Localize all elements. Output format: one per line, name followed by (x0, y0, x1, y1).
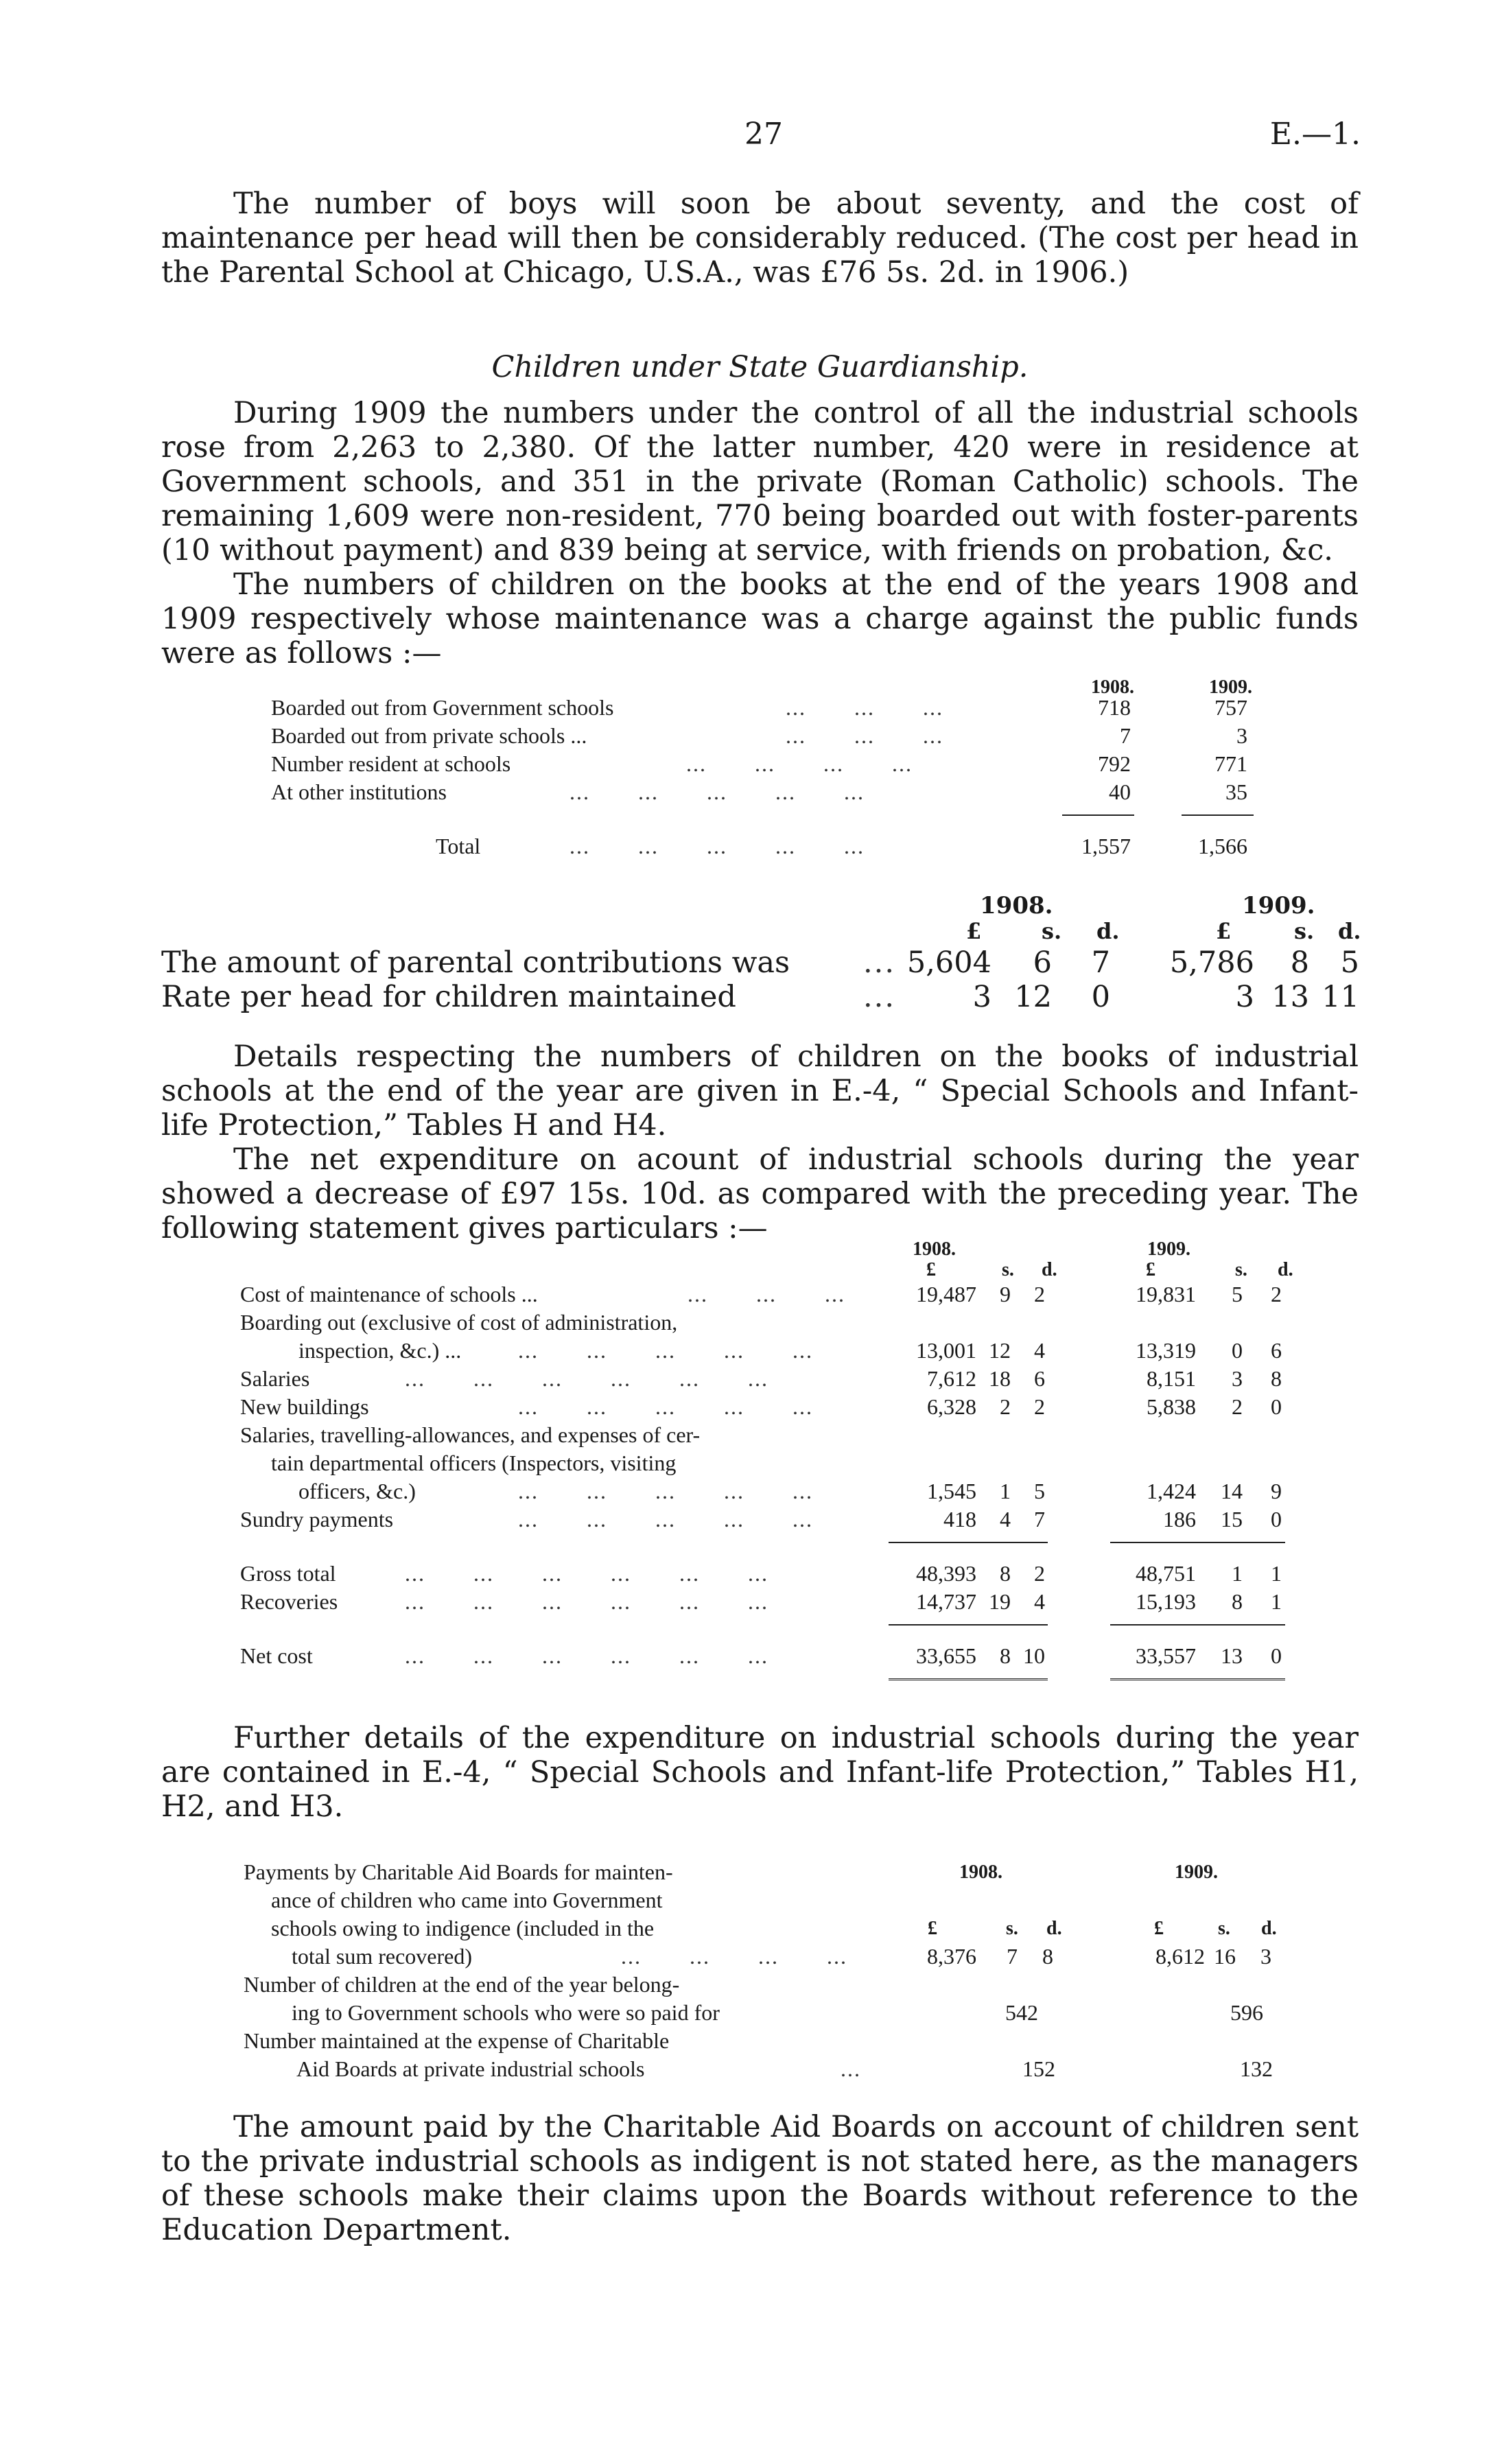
value-pounds: 1,424 (1147, 1479, 1196, 1503)
value-pence: 2 (1034, 1394, 1045, 1419)
value-pounds: 15,193 (1136, 1589, 1196, 1614)
paragraph-2 (161, 396, 1359, 670)
row-label: Gross total (240, 1561, 336, 1586)
unit-shillings: s. (1006, 1918, 1018, 1939)
value-pence: 0 (1091, 980, 1110, 1014)
value-shillings: 19 (989, 1589, 1011, 1614)
table-row (0, 946, 1491, 980)
value-shillings: 16 (1214, 1944, 1236, 1969)
value-pence: 11 (1322, 980, 1359, 1014)
unit-pence: d. (1046, 1918, 1062, 1939)
value-1908: 542 (1005, 2000, 1038, 2025)
value-shillings: 2 (1232, 1394, 1243, 1419)
unit-pounds: £ (1146, 1259, 1155, 1280)
value-shillings: 12 (1014, 980, 1052, 1014)
value-pounds: 19,487 (916, 1282, 976, 1306)
divider (1110, 1542, 1285, 1543)
value-pence: 7 (1091, 946, 1110, 980)
value-1909: 35 (1225, 779, 1247, 804)
divider (1062, 814, 1134, 816)
table-row (0, 1999, 1491, 2027)
unit-shillings: s. (1235, 1259, 1247, 1280)
unit-pence: d. (1338, 918, 1361, 944)
page-number: 27 (744, 117, 783, 152)
table-row (0, 1365, 1491, 1393)
divider (1110, 1678, 1285, 1680)
table-row (0, 2055, 1491, 2083)
value-shillings: 8 (1232, 1589, 1243, 1614)
value-pence: 0 (1271, 1507, 1282, 1532)
value-shillings: 8 (1000, 1561, 1011, 1586)
row-label: total sum recovered) (292, 1944, 472, 1969)
value-pence: 3 (1260, 1944, 1271, 1969)
table-row (0, 1449, 1491, 1477)
value-pence: 4 (1034, 1338, 1045, 1363)
charitable-aid-table (0, 1853, 1491, 2086)
recoveries-row (0, 1588, 1491, 1616)
value-pence: 10 (1023, 1643, 1045, 1668)
row-label: Rate per head for children maintained (161, 980, 736, 1014)
leader-dots: ... ... ... ... ... (518, 1338, 813, 1363)
unit-shillings: s. (1218, 1918, 1230, 1939)
value-pence: 0 (1271, 1394, 1282, 1419)
table-row (0, 722, 1491, 750)
value-shillings: 5 (1232, 1282, 1243, 1306)
value-pounds: 14,737 (916, 1589, 976, 1614)
value-pounds: 13,001 (916, 1338, 976, 1363)
value-1908: 718 (1098, 695, 1131, 720)
value-pence: 5 (1340, 946, 1359, 980)
unit-pounds: £ (1154, 1918, 1164, 1939)
table-row (0, 1943, 1491, 1971)
paragraph-3-text: The numbers of children on the books at the end of the years 1908 and 1909 respectively whose maintenance was a charge against the public funds were as follows :— (161, 567, 1359, 670)
leader-dots: ... ... ... (786, 695, 943, 720)
row-label: New buildings (240, 1394, 369, 1419)
value-pence: 8 (1042, 1944, 1053, 1969)
table1-year-1909: 1909. (1209, 677, 1252, 698)
table-row (0, 1337, 1491, 1365)
value-1908: 152 (1022, 2056, 1055, 2081)
paragraph-6-text: Further details of the expenditure on industrial schools during the year are contained in E.-4, “ Special Schools and Infant-life Protection,” Tables H1, H2, and H3. (161, 1721, 1359, 1824)
value-shillings: 12 (989, 1338, 1011, 1363)
value-pence: 1 (1271, 1589, 1282, 1614)
value-shillings: 13 (1221, 1643, 1243, 1668)
value-pounds: 48,751 (1136, 1561, 1196, 1586)
leader-dots: ... ... ... (786, 723, 943, 748)
contrib-year-1908: 1908. (980, 892, 1053, 919)
value-shillings: 13 (1271, 980, 1309, 1014)
row-label: Boarding out (exclusive of cost of administration, (240, 1310, 678, 1335)
unit-pence: d. (1278, 1259, 1293, 1280)
table-row (0, 980, 1491, 1014)
leader-dots: ... ... ... ... (686, 751, 913, 776)
contributions-table (0, 892, 1491, 1029)
row-label: Total (436, 834, 481, 858)
leader-dots: ... ... ... ... ... (518, 1507, 813, 1532)
unit-pence: d. (1261, 1918, 1277, 1939)
leader-dots: ... ... ... ... ... (570, 834, 865, 858)
leader-dots: ... ... ... ... ... ... (405, 1643, 768, 1668)
divider (1182, 814, 1254, 816)
value-pence: 0 (1271, 1643, 1282, 1668)
value-1908: 7 (1120, 723, 1131, 748)
value-shillings: 1 (1000, 1479, 1011, 1503)
row-label: Aid Boards at private industrial schools (296, 2056, 645, 2081)
row-label: Number resident at schools (271, 751, 511, 776)
gross-total-row (0, 1560, 1491, 1588)
table-row (0, 1309, 1491, 1337)
row-label: Number of children at the end of the year belong- (244, 1972, 680, 1997)
leader-dots: ... ... ... ... (621, 1944, 847, 1969)
value-pounds: 1,545 (927, 1479, 976, 1503)
value-shillings: 1 (1232, 1561, 1243, 1586)
paragraph-4-text: Details respecting the numbers of children on the books of industrial schools at the end of the year are given in E.-4, “ Special Schools and Infant-life Protection,” Tables H and H4. (161, 1040, 1359, 1142)
unit-shillings: s. (1294, 918, 1315, 944)
leader-dots: ... ... ... ... ... ... (405, 1366, 768, 1391)
row-label: Salaries (240, 1366, 310, 1391)
value-pounds: 3 (1235, 980, 1254, 1014)
table1-year-1908: 1908. (1091, 677, 1134, 698)
value-pence: 2 (1271, 1282, 1282, 1306)
row-label: Payments by Charitable Aid Boards for mainten- (244, 1859, 673, 1884)
unit-pounds: £ (1216, 918, 1232, 944)
value-1908: 1,557 (1081, 834, 1131, 858)
value-1908: 40 (1109, 779, 1131, 804)
value-pounds: 8,151 (1147, 1366, 1196, 1391)
value-shillings: 15 (1221, 1507, 1243, 1532)
total-row (0, 832, 1491, 860)
char-year-1909: 1909. (1175, 1862, 1218, 1883)
value-pence: 5 (1034, 1479, 1045, 1503)
divider (889, 1624, 1048, 1626)
value-pounds: 48,393 (916, 1561, 976, 1586)
row-label: Boarded out from Government schools (271, 695, 614, 720)
children-numbers-table (0, 669, 1491, 868)
paragraph-1-text: The number of boys will soon be about seventy, and the cost of maintenance per head will then be considerably reduced. (The cost per head in the Parental School at Chicago, U.S.A., was £76 5s. 2d. in 1906.) (161, 187, 1359, 290)
net-cost-row (0, 1642, 1491, 1670)
value-1909: 3 (1236, 723, 1247, 748)
value-pounds: 418 (943, 1507, 976, 1532)
row-label: At other institutions (271, 779, 447, 804)
row-label: Cost of maintenance of schools ... (240, 1282, 538, 1306)
value-shillings: 8 (1000, 1643, 1011, 1668)
value-shillings: 8 (1290, 946, 1309, 980)
value-1908: 792 (1098, 751, 1131, 776)
row-label: officers, &c.) (298, 1479, 416, 1503)
unit-pence: d. (1096, 918, 1120, 944)
value-pence: 6 (1034, 1366, 1045, 1391)
table-row (0, 1421, 1491, 1449)
contrib-year-1909: 1909. (1242, 892, 1315, 919)
value-shillings: 18 (989, 1366, 1011, 1391)
exp-year-1908: 1908. (913, 1239, 956, 1260)
value-1909: 757 (1214, 695, 1247, 720)
row-label: Boarded out from private schools ... (271, 723, 587, 748)
row-label: schools owing to indigence (included in the (271, 1916, 655, 1940)
value-pence: 4 (1034, 1589, 1045, 1614)
row-label: tain departmental officers (Inspectors, visiting (271, 1451, 677, 1475)
value-shillings: 4 (1000, 1507, 1011, 1532)
value-1909: 132 (1240, 2056, 1273, 2081)
row-label: ance of children who came into Government (271, 1888, 663, 1912)
row-label: The amount of parental contributions was (161, 946, 790, 980)
row-label: Net cost (240, 1643, 313, 1668)
value-shillings: 14 (1221, 1479, 1243, 1503)
paragraph-2-text: During 1909 the numbers under the control of all the industrial schools rose from 2,263 to 2,380. Of the latter number, 420 were in residence at Government schools, and 351 in the private (Roman Catholic) schools. The remaining 1,609 were non-resident, 770 being boarded out with foster-parents (10 without payment) and 839 being at service, with friends on probation, &c. (161, 396, 1359, 567)
row-label: ing to Government schools who were so paid for (292, 2000, 720, 2025)
paragraph-7-text: The amount paid by the Charitable Aid Boards on account of children sent to the private industrial schools as indigent is not stated here, as the managers of these schools make their claims upon the Boards without reference to the Education Department. (161, 2110, 1359, 2247)
table-row (0, 694, 1491, 722)
value-pounds: 33,655 (916, 1643, 976, 1668)
value-pounds: 5,786 (1169, 946, 1254, 980)
row-label: inspection, &c.) ... (298, 1338, 462, 1363)
value-pounds: 8,376 (927, 1944, 976, 1969)
value-pence: 2 (1034, 1282, 1045, 1306)
table-row (0, 750, 1491, 778)
table-row (0, 1393, 1491, 1421)
leader-dots: ... (841, 2056, 861, 2081)
divider (889, 1542, 1048, 1543)
leader-dots: ... ... ... ... ... (570, 779, 865, 804)
table-row (0, 1477, 1491, 1505)
unit-pounds: £ (926, 1259, 936, 1280)
paragraph-4 (161, 1040, 1359, 1245)
value-pence: 9 (1271, 1479, 1282, 1503)
unit-shillings: s. (1002, 1259, 1014, 1280)
value-pounds: 5,604 (906, 946, 991, 980)
row-label: Number maintained at the expense of Charitable (244, 2028, 670, 2053)
expenditure-table (0, 1235, 1491, 1688)
divider (889, 1678, 1048, 1680)
value-pence: 8 (1271, 1366, 1282, 1391)
page-header (0, 117, 1491, 158)
leader-dots: ... ... ... ... ... (518, 1479, 813, 1503)
leader-dots: ... ... ... ... ... ... (405, 1589, 768, 1614)
value-pounds: 33,557 (1136, 1643, 1196, 1668)
value-pounds: 8,612 (1155, 1944, 1205, 1969)
value-pounds: 7,612 (927, 1366, 976, 1391)
leader-dots: ... (863, 946, 896, 980)
value-pounds: 3 (972, 980, 991, 1014)
unit-pounds: £ (966, 918, 982, 944)
table-row (0, 778, 1491, 806)
section-heading: Children under State Guardianship. (491, 350, 1029, 384)
table-row (0, 1505, 1491, 1534)
paragraph-6 (161, 1721, 1359, 1824)
value-pence: 1 (1271, 1561, 1282, 1586)
row-label: Sundry payments (240, 1507, 394, 1532)
value-shillings: 0 (1232, 1338, 1243, 1363)
value-1909: 596 (1230, 2000, 1263, 2025)
leader-dots: ... ... ... ... ... (518, 1394, 813, 1419)
paragraph-1 (161, 187, 1359, 290)
value-pence: 7 (1034, 1507, 1045, 1532)
value-pounds: 13,319 (1136, 1338, 1196, 1363)
unit-pence: d. (1042, 1259, 1057, 1280)
paragraph-5-text: The net expenditure on acount of industrial schools during the year showed a decrease of £97 15s. 10d. as compared with the preceding year. The following statement gives particulars :— (161, 1142, 1359, 1245)
row-label: Salaries, travelling-allowances, and expenses of cer- (240, 1422, 701, 1447)
value-pence: 6 (1271, 1338, 1282, 1363)
document-reference: E.—1. (1269, 117, 1361, 152)
value-pence: 2 (1034, 1561, 1045, 1586)
paragraph-7 (161, 2110, 1359, 2247)
leader-dots: ... ... ... ... ... ... (405, 1561, 768, 1586)
value-shillings: 6 (1033, 946, 1052, 980)
value-1909: 1,566 (1198, 834, 1247, 858)
value-pounds: 186 (1163, 1507, 1196, 1532)
divider (1110, 1624, 1285, 1626)
value-shillings: 3 (1232, 1366, 1243, 1391)
value-pounds: 6,328 (927, 1394, 976, 1419)
char-year-1908: 1908. (959, 1862, 1002, 1883)
value-1909: 771 (1214, 751, 1247, 776)
unit-pounds: £ (928, 1918, 937, 1939)
value-pounds: 19,831 (1136, 1282, 1196, 1306)
value-shillings: 2 (1000, 1394, 1011, 1419)
value-pounds: 5,838 (1147, 1394, 1196, 1419)
exp-year-1909: 1909. (1147, 1239, 1190, 1260)
value-shillings: 9 (1000, 1282, 1011, 1306)
value-shillings: 7 (1007, 1944, 1018, 1969)
row-label: Recoveries (240, 1589, 338, 1614)
table-row (0, 1280, 1491, 1309)
leader-dots: ... ... ... (688, 1282, 845, 1306)
unit-shillings: s. (1042, 918, 1062, 944)
leader-dots: ... (863, 980, 896, 1014)
